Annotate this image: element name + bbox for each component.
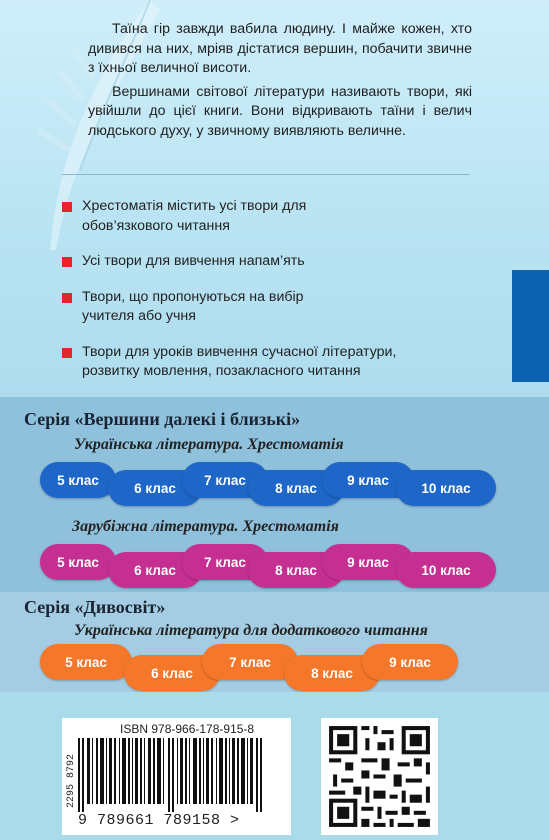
qr-code-icon [321, 718, 438, 835]
barcode-digits: 9 789661 789158 > [78, 812, 240, 829]
bullet-square-icon [62, 348, 72, 358]
grade-pill[interactable]: 10 клас [396, 552, 496, 588]
series-subtitle-world: Зарубіжна література. Хрестоматія [72, 518, 339, 535]
grade-pill[interactable]: 8 клас [248, 470, 344, 506]
qr-code [321, 718, 438, 835]
feature-list [62, 197, 482, 398]
intro-paragraph-1: Таїна гір завжди вабила людину. І майже кожен, хто дивився на них, мріяв дістатися вершин, побачити звичне з їхньої величної висоти. [88, 21, 472, 76]
intro-paragraph-2: Вершинами світової літератури називають твори, які увійшли до цієї книги. Вони відкривають таїни і велич людського духу, у звичному виявляють величне. [88, 83, 472, 139]
grade-pill[interactable]: 7 клас [202, 644, 298, 680]
barcode-bars [76, 738, 276, 812]
series-title-dyvosvit: Серія «Дивосвіт» [24, 597, 166, 617]
intro-text [88, 20, 472, 145]
grade-pill[interactable]: 9 клас [362, 644, 458, 680]
bullet-square-icon [62, 202, 72, 212]
grade-pill[interactable]: 9 клас [322, 462, 414, 498]
grade-pill[interactable]: 8 клас [248, 552, 344, 588]
grade-pill[interactable]: 10 клас [396, 470, 496, 506]
grade-pill[interactable]: 9 клас [322, 544, 414, 580]
feature-item: Усі твори для вивчення напам’ять [62, 252, 482, 272]
barcode [62, 718, 291, 835]
grade-pill[interactable]: 7 клас [182, 462, 268, 498]
series-subtitle-ukr: Українська література. Хрестоматія [74, 436, 344, 453]
grade-pill[interactable]: 7 клас [182, 544, 268, 580]
top-panel [0, 0, 549, 397]
grade-pill[interactable]: 6 клас [108, 552, 202, 588]
grade-pill[interactable]: 6 клас [124, 655, 220, 691]
barcode-side-digits: 2295 8792 [66, 753, 77, 808]
series-title-vershyny: Серія «Вершини далекі і близькі» [24, 409, 301, 429]
grade-pill[interactable]: 6 клас [108, 470, 202, 506]
bullet-square-icon [62, 293, 72, 303]
bullet-square-icon [62, 257, 72, 267]
grade-pill[interactable]: 5 клас [40, 462, 116, 498]
series-subtitle-dyvosvit: Українська література для додаткового читання [74, 622, 428, 639]
isbn-number: ISBN 978-966-178-915-8 [120, 722, 255, 736]
divider [62, 174, 470, 175]
grade-pill[interactable]: 8 клас [284, 655, 380, 691]
spine-tab [512, 270, 549, 382]
grade-pill[interactable]: 5 клас [40, 644, 132, 680]
feature-item: Твори для уроків вивчення сучасної літератури, розвитку мовлення, позакласного читання [62, 343, 432, 382]
feature-item: Твори, що пропонуються на вибір учителя або учня [62, 288, 350, 327]
feature-item: Хрестоматія містить усі твори для обов’язкового читання [62, 197, 310, 236]
grade-pill[interactable]: 5 клас [40, 544, 116, 580]
